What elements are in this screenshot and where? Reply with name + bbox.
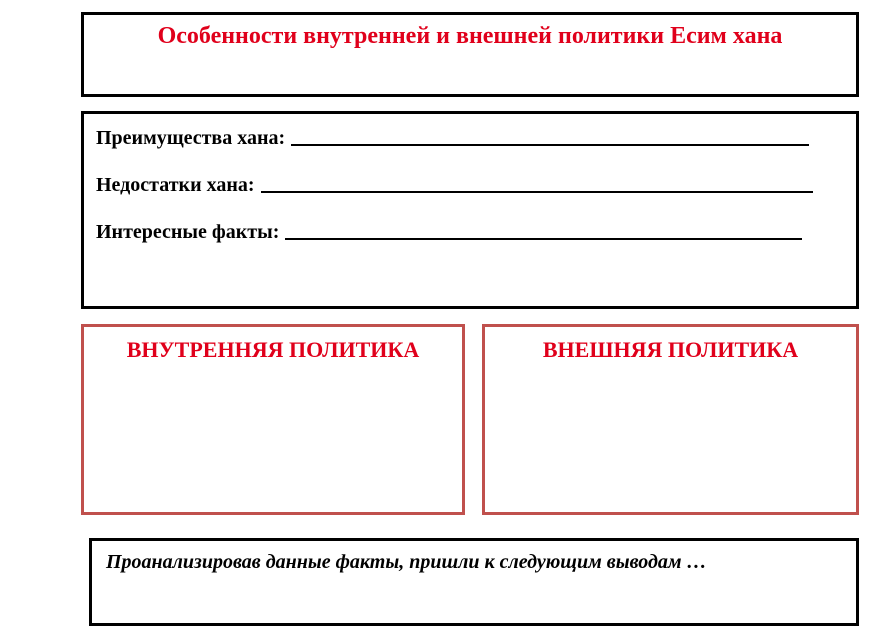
internal-policy-box[interactable] bbox=[81, 324, 465, 515]
advantages-label: Преимущества хана: bbox=[96, 127, 286, 149]
external-policy-box[interactable] bbox=[482, 324, 859, 515]
advantages-row bbox=[96, 127, 809, 150]
disadvantages-answer-line[interactable] bbox=[261, 177, 813, 193]
conclusion-prompt: Проанализировав данные факты, пришли к следующим выводам … bbox=[106, 551, 707, 573]
facts-label: Интересные факты: bbox=[96, 221, 280, 243]
disadvantages-row bbox=[96, 174, 813, 197]
advantages-answer-line[interactable] bbox=[291, 130, 809, 146]
disadvantages-label: Недостатки хана: bbox=[96, 174, 255, 196]
title-box bbox=[81, 12, 859, 97]
external-policy-heading: ВНЕШНЯЯ ПОЛИТИКА bbox=[542, 337, 799, 362]
khan-info-box bbox=[81, 111, 859, 309]
facts-row bbox=[96, 221, 802, 244]
internal-policy-heading: ВНУТРЕННЯЯ ПОЛИТИКА bbox=[126, 337, 420, 362]
worksheet-title: Особенности внутренней и внешней политики Есим хана bbox=[157, 23, 783, 49]
facts-answer-line[interactable] bbox=[285, 224, 802, 240]
conclusion-box[interactable] bbox=[89, 538, 859, 626]
